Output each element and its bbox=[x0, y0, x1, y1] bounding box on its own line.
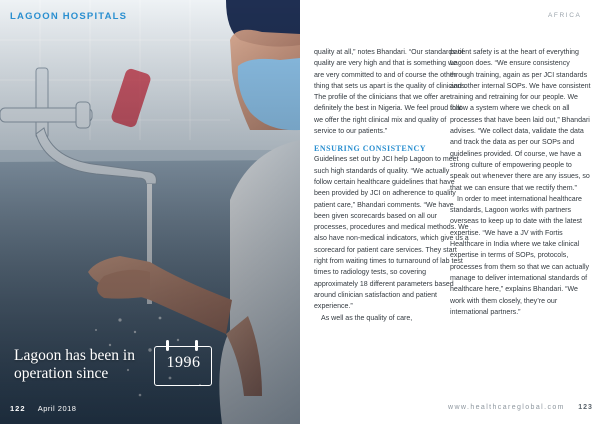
paragraph: quality at all,” notes Bhandari. “Our standards of quality are very high and that is something we are very committed to and of course the other thing that sets us apart is the quality of clinicians. The profile of the clinicians that we offer are definitely the best in Nigeria. We feel proud that we offer the right clinical mix and quality of service to our patients.” bbox=[314, 49, 467, 136]
paragraph: As well as the quality of care, bbox=[321, 314, 413, 322]
paragraph: patient safety is at the heart of everything Lagoon does. “We ensure consistency through training, again as per JCI standards and other internal SOPs. We have consistent training and retraining for our people. We follow a system where we check on all processes that have been laid out,” Bhandari advises. “We collect data, validate the data and track the data as per our SOPs and guidelines provided. Of course, we have a strong culture of empowering people to speak out whenever there are any issues, so that we can ensure that we rectify them.” bbox=[450, 49, 591, 192]
calendar-ring-left bbox=[166, 340, 169, 351]
article-column-1 bbox=[314, 47, 469, 324]
section-label: AFRICA bbox=[548, 12, 582, 19]
callout-text: Lagoon has been in operation since bbox=[14, 347, 135, 382]
calendar-icon bbox=[154, 340, 214, 386]
left-footer bbox=[10, 404, 76, 413]
website-link[interactable]: www.healthcareglobal.com bbox=[448, 404, 565, 411]
section-heading: ENSURING CONSISTENCY bbox=[314, 144, 427, 154]
brand-logo-text: LAGOON HOSPITALS bbox=[10, 11, 128, 22]
paragraph: Guidelines set out by JCI help Lagoon to meet such high standards of quality. “We actually follow certain healthcare guidelines that have been provided by JCI on adherence to quality patient care,” Bhandari comments. “We have been given scorecards based on all our processes, procedures and medical methods. We also have non-medical indicators, which give us a scorecard for patient care services. They start right from waiting times to turnaround of lab test times to radiology tests, so covering approximately 18 different parameters based around clinician satisfaction and patient experience.” bbox=[314, 156, 469, 311]
right-footer bbox=[448, 404, 593, 411]
article-column-2 bbox=[450, 47, 592, 318]
callout-year: 1996 bbox=[166, 354, 201, 371]
calendar-ring-right bbox=[195, 340, 198, 351]
left-page-number: 122 bbox=[10, 404, 26, 413]
right-page-number: 123 bbox=[578, 404, 593, 411]
paragraph: In order to meet international healthcare standards, Lagoon works with partners overseas to keep up to date with the latest expertise. “We have a JV with Fortis Healthcare in India where we take clinical expertise in terms of SOPs, protocols, processes from them so that we can actually manage to deliver international standards of healthcare here,” explains Bhandari. “We work with them closely, they’re our international partners.” bbox=[450, 195, 590, 316]
issue-date: April 2018 bbox=[37, 404, 77, 413]
